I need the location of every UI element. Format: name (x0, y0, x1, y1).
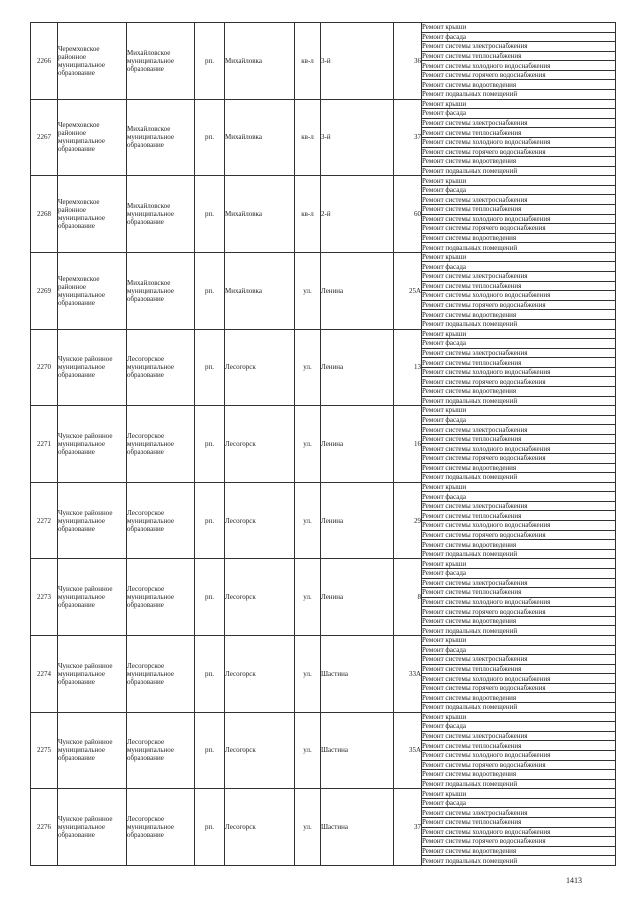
work-type: Ремонт крыши (422, 252, 616, 262)
work-type: Ремонт подвальных помещений (422, 549, 616, 559)
row-number: 2272 (31, 482, 58, 559)
work-type: Ремонт системы холодного водоснабжения (422, 137, 616, 147)
municipal-district: Черемховское районное муниципальное образование (58, 99, 127, 176)
house-number: 33А (394, 636, 422, 713)
work-type: Ремонт системы электроснабжения (422, 195, 616, 205)
house-number: 29 (394, 482, 422, 559)
settlement-type: рп. (195, 559, 225, 636)
work-type: Ремонт фасада (422, 722, 616, 732)
municipal-district: Чунское районное муниципальное образование (58, 482, 127, 559)
municipal-district: Черемховское районное муниципальное образование (58, 176, 127, 253)
work-type: Ремонт фасада (422, 185, 616, 195)
work-type: Ремонт фасада (422, 339, 616, 349)
work-type: Ремонт системы горячего водоснабжения (422, 377, 616, 387)
settlement-name: Лесогорск (225, 482, 295, 559)
settlement-type: рп. (195, 712, 225, 789)
work-type: Ремонт системы электроснабжения (422, 578, 616, 588)
work-type: Ремонт фасада (422, 492, 616, 502)
work-type: Ремонт системы электроснабжения (422, 731, 616, 741)
street-type: ул. (295, 712, 321, 789)
row-number: 2274 (31, 636, 58, 713)
work-type: Ремонт системы холодного водоснабжения (422, 61, 616, 71)
work-type: Ремонт системы горячего водоснабжения (422, 147, 616, 157)
work-type: Ремонт системы горячего водоснабжения (422, 683, 616, 693)
row-number: 2266 (31, 23, 58, 100)
street-type: ул. (295, 482, 321, 559)
work-type: Ремонт системы водоотведения (422, 386, 616, 396)
table-row (31, 252, 616, 262)
settlement-municipality: Михайловское муниципальное образование (127, 23, 195, 100)
settlement-type: рп. (195, 23, 225, 100)
work-type: Ремонт системы теплоснабжения (422, 664, 616, 674)
work-type: Ремонт системы электроснабжения (422, 425, 616, 435)
settlement-name: Лесогорск (225, 789, 295, 866)
work-type: Ремонт системы теплоснабжения (422, 588, 616, 598)
work-type: Ремонт подвальных помещений (422, 243, 616, 253)
municipal-district: Чунское районное муниципальное образование (58, 712, 127, 789)
settlement-name: Михайловка (225, 99, 295, 176)
work-type: Ремонт подвальных помещений (422, 473, 616, 483)
settlement-municipality: Михайловское муниципальное образование (127, 99, 195, 176)
settlement-name: Лесогорск (225, 406, 295, 483)
work-type: Ремонт системы теплоснабжения (422, 204, 616, 214)
work-type: Ремонт крыши (422, 636, 616, 646)
work-type: Ремонт системы горячего водоснабжения (422, 70, 616, 80)
work-type: Ремонт системы холодного водоснабжения (422, 291, 616, 301)
settlement-municipality: Лесогорское муниципальное образование (127, 482, 195, 559)
work-type: Ремонт фасада (422, 32, 616, 42)
page-number: 1413 (566, 876, 582, 885)
street-name: Шастина (321, 636, 394, 713)
house-number: 35А (394, 712, 422, 789)
work-type: Ремонт системы теплоснабжения (422, 741, 616, 751)
settlement-type: рп. (195, 789, 225, 866)
settlement-type: рп. (195, 406, 225, 483)
work-type: Ремонт подвальных помещений (422, 626, 616, 636)
row-number: 2275 (31, 712, 58, 789)
settlement-name: Лесогорск (225, 636, 295, 713)
street-type: ул. (295, 329, 321, 406)
municipal-district: Чунское районное муниципальное образование (58, 789, 127, 866)
street-name: Шастина (321, 712, 394, 789)
house-number: 37 (394, 99, 422, 176)
work-type: Ремонт крыши (422, 406, 616, 416)
settlement-municipality: Михайловское муниципальное образование (127, 176, 195, 253)
work-type: Ремонт системы электроснабжения (422, 42, 616, 52)
settlement-type: рп. (195, 99, 225, 176)
settlement-municipality: Михайловское муниципальное образование (127, 252, 195, 329)
street-name: 3-й (321, 99, 394, 176)
settlement-municipality: Лесогорское муниципальное образование (127, 712, 195, 789)
street-type: кв-л (295, 23, 321, 100)
work-type: Ремонт крыши (422, 712, 616, 722)
settlement-type: рп. (195, 636, 225, 713)
table-row (31, 559, 616, 569)
work-type: Ремонт фасада (422, 568, 616, 578)
work-type: Ремонт системы холодного водоснабжения (422, 367, 616, 377)
settlement-type: рп. (195, 482, 225, 559)
settlement-name: Михайловка (225, 23, 295, 100)
work-type: Ремонт системы теплоснабжения (422, 817, 616, 827)
work-type: Ремонт системы холодного водоснабжения (422, 597, 616, 607)
register-table (30, 22, 616, 866)
row-number: 2270 (31, 329, 58, 406)
street-name: Ленина (321, 482, 394, 559)
work-type: Ремонт системы горячего водоснабжения (422, 454, 616, 464)
settlement-type: рп. (195, 176, 225, 253)
work-type: Ремонт системы теплоснабжения (422, 434, 616, 444)
municipal-district: Черемховское районное муниципальное образование (58, 252, 127, 329)
work-type: Ремонт системы электроснабжения (422, 272, 616, 282)
work-type: Ремонт системы водоотведения (422, 616, 616, 626)
work-type: Ремонт подвальных помещений (422, 319, 616, 329)
row-number: 2269 (31, 252, 58, 329)
street-type: кв-л (295, 176, 321, 253)
work-type: Ремонт системы водоотведения (422, 540, 616, 550)
work-type: Ремонт системы горячего водоснабжения (422, 837, 616, 847)
work-type: Ремонт системы холодного водоснабжения (422, 521, 616, 531)
street-name: 3-й (321, 23, 394, 100)
work-type: Ремонт подвальных помещений (422, 779, 616, 789)
work-type: Ремонт фасада (422, 109, 616, 119)
work-type: Ремонт системы водоотведения (422, 310, 616, 320)
table-row (31, 176, 616, 186)
work-type: Ремонт подвальных помещений (422, 166, 616, 176)
settlement-municipality: Лесогорское муниципальное образование (127, 559, 195, 636)
table-row (31, 482, 616, 492)
settlement-name: Лесогорск (225, 329, 295, 406)
table-row (31, 329, 616, 339)
work-type: Ремонт системы электроснабжения (422, 501, 616, 511)
table-row (31, 712, 616, 722)
table-row (31, 99, 616, 109)
work-type: Ремонт системы водоотведения (422, 770, 616, 780)
work-type: Ремонт крыши (422, 176, 616, 186)
work-type: Ремонт системы водоотведения (422, 233, 616, 243)
work-type: Ремонт фасада (422, 262, 616, 272)
work-type: Ремонт системы холодного водоснабжения (422, 750, 616, 760)
work-type: Ремонт системы водоотведения (422, 463, 616, 473)
street-name: Ленина (321, 406, 394, 483)
row-number: 2271 (31, 406, 58, 483)
work-type: Ремонт системы теплоснабжения (422, 281, 616, 291)
work-type: Ремонт подвальных помещений (422, 90, 616, 100)
work-type: Ремонт системы теплоснабжения (422, 358, 616, 368)
settlement-name: Лесогорск (225, 559, 295, 636)
work-type: Ремонт системы горячего водоснабжения (422, 607, 616, 617)
work-type: Ремонт системы холодного водоснабжения (422, 444, 616, 454)
work-type: Ремонт системы холодного водоснабжения (422, 214, 616, 224)
settlement-municipality: Лесогорское муниципальное образование (127, 636, 195, 713)
house-number: 13 (394, 329, 422, 406)
work-type: Ремонт крыши (422, 23, 616, 33)
work-type: Ремонт системы электроснабжения (422, 118, 616, 128)
work-type: Ремонт системы горячего водоснабжения (422, 760, 616, 770)
work-type: Ремонт крыши (422, 482, 616, 492)
street-name: 2-й (321, 176, 394, 253)
house-number: 36 (394, 23, 422, 100)
work-type: Ремонт системы теплоснабжения (422, 51, 616, 61)
settlement-type: рп. (195, 329, 225, 406)
settlement-name: Лесогорск (225, 712, 295, 789)
municipal-district: Чунское районное муниципальное образование (58, 636, 127, 713)
work-type: Ремонт системы горячего водоснабжения (422, 224, 616, 234)
work-type: Ремонт системы водоотведения (422, 846, 616, 856)
work-type: Ремонт подвальных помещений (422, 703, 616, 713)
municipal-district: Чунское районное муниципальное образование (58, 329, 127, 406)
street-name: Ленина (321, 252, 394, 329)
work-type: Ремонт подвальных помещений (422, 856, 616, 866)
work-type: Ремонт системы горячего водоснабжения (422, 530, 616, 540)
row-number: 2273 (31, 559, 58, 636)
work-type: Ремонт системы водоотведения (422, 157, 616, 167)
work-type: Ремонт подвальных помещений (422, 396, 616, 406)
settlement-type: рп. (195, 252, 225, 329)
row-number: 2276 (31, 789, 58, 866)
settlement-municipality: Лесогорское муниципальное образование (127, 789, 195, 866)
street-type: ул. (295, 559, 321, 636)
work-type: Ремонт крыши (422, 789, 616, 799)
work-type: Ремонт крыши (422, 329, 616, 339)
street-type: ул. (295, 406, 321, 483)
work-type: Ремонт фасада (422, 645, 616, 655)
house-number: 25А (394, 252, 422, 329)
work-type: Ремонт системы водоотведения (422, 693, 616, 703)
work-type: Ремонт системы горячего водоснабжения (422, 300, 616, 310)
work-type: Ремонт системы водоотведения (422, 80, 616, 90)
work-type: Ремонт системы электроснабжения (422, 655, 616, 665)
settlement-name: Михайловка (225, 252, 295, 329)
street-type: кв-л (295, 99, 321, 176)
table-row (31, 789, 616, 799)
street-type: ул. (295, 636, 321, 713)
work-type: Ремонт фасада (422, 798, 616, 808)
street-type: ул. (295, 789, 321, 866)
settlement-municipality: Лесогорское муниципальное образование (127, 406, 195, 483)
municipal-district: Черемховское районное муниципальное образование (58, 23, 127, 100)
street-name: Шастина (321, 789, 394, 866)
house-number: 37 (394, 789, 422, 866)
house-number: 16 (394, 406, 422, 483)
work-type: Ремонт системы холодного водоснабжения (422, 674, 616, 684)
settlement-name: Михайловка (225, 176, 295, 253)
settlement-municipality: Лесогорское муниципальное образование (127, 329, 195, 406)
work-type: Ремонт системы электроснабжения (422, 808, 616, 818)
table-row (31, 636, 616, 646)
house-number: 60 (394, 176, 422, 253)
table-row (31, 23, 616, 33)
street-name: Ленина (321, 559, 394, 636)
street-name: Ленина (321, 329, 394, 406)
row-number: 2267 (31, 99, 58, 176)
municipal-district: Чунское районное муниципальное образование (58, 406, 127, 483)
work-type: Ремонт крыши (422, 99, 616, 109)
street-type: ул. (295, 252, 321, 329)
municipal-district: Чунское районное муниципальное образование (58, 559, 127, 636)
work-type: Ремонт системы холодного водоснабжения (422, 827, 616, 837)
table-row (31, 406, 616, 416)
work-type: Ремонт системы электроснабжения (422, 348, 616, 358)
work-type: Ремонт крыши (422, 559, 616, 569)
work-type: Ремонт фасада (422, 415, 616, 425)
work-type: Ремонт системы теплоснабжения (422, 511, 616, 521)
work-type: Ремонт системы теплоснабжения (422, 128, 616, 138)
house-number: 8 (394, 559, 422, 636)
row-number: 2268 (31, 176, 58, 253)
